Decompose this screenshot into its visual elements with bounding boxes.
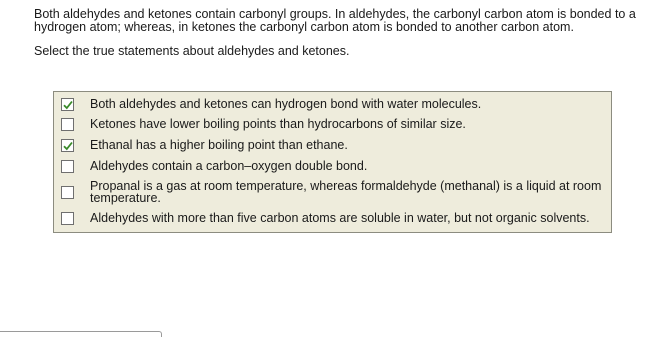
option-label: Propanal is a gas at room temperature, whereas formaldehyde (methanal) is a liquid at room temperature. [90,179,602,205]
option-row[interactable] [54,116,611,132]
option-checkbox[interactable] [61,139,74,152]
option-checkbox[interactable] [61,98,74,111]
option-label: Ketones have lower boiling points than hydrocarbons of similar size. [90,117,466,131]
option-label: Aldehydes contain a carbon–oxygen double bond. [90,159,368,173]
option-row[interactable] [54,210,611,226]
checkmark-icon [62,140,74,152]
option-label: Aldehydes with more than five carbon atoms are soluble in water, but not organic solvents. [90,211,590,225]
option-row[interactable] [54,137,611,153]
answer-options-box [53,91,612,233]
checkmark-icon [62,99,74,111]
question-intro: Both aldehydes and ketones contain carbonyl groups. In aldehydes, the carbonyl carbon atom is bonded to a hydrogen atom; whereas, in ketones the carbonyl carbon atom is bonded to another carbon atom. [34,7,636,34]
option-label: Both aldehydes and ketones can hydrogen bond with water molecules. [90,97,482,111]
option-row[interactable] [54,178,611,206]
option-checkbox[interactable] [61,118,74,131]
option-label: Ethanal has a higher boiling point than ethane. [90,138,348,152]
option-row[interactable] [54,96,611,112]
bottom-panel-edge [0,331,162,337]
question-instruction: Select the true statements about aldehydes and ketones. [34,44,350,58]
option-checkbox[interactable] [61,212,74,225]
option-row[interactable] [54,158,611,174]
option-checkbox[interactable] [61,186,74,199]
option-checkbox[interactable] [61,160,74,173]
